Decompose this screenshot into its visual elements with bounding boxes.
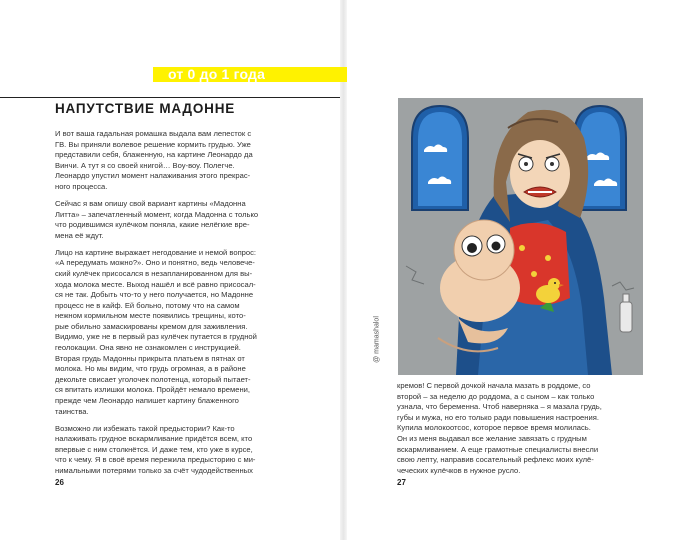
text-line: Лицо на картине выражает негодование и немой вопрос: xyxy=(55,247,257,257)
paragraph xyxy=(55,199,300,241)
left-window xyxy=(412,106,468,210)
paragraph xyxy=(55,424,300,477)
text-line: ся не так. Добыть что-то у него получается, но Мадонне xyxy=(55,290,254,300)
text-line: что родившимся кулёчком поняла, какие нелёгкие вре- xyxy=(55,220,250,230)
text-line: вскармливанием. А еще грамотные специалисты внесли xyxy=(397,444,599,454)
text-line: свою лепту, направив сосательный рефлекс моих кулё- xyxy=(397,455,594,465)
text-line: нимальными потерями только за счёт чудодейственных xyxy=(55,465,253,475)
madonna-face xyxy=(510,140,570,208)
text-line: Возможно ли избежать такой предыстории? Как-то xyxy=(55,423,235,433)
text-line: процесс не в кайф. Ей больно, потому что на самом xyxy=(55,300,240,310)
text-line: ГВ. Вы приняли волевое решение кормить грудью. Уже xyxy=(55,139,251,149)
heading-rule xyxy=(0,97,340,98)
text-line: налаживать грудное вскармливание придётся всем, кто xyxy=(55,434,253,444)
paragraph xyxy=(55,248,300,418)
text-line: второй – за неделю до роддома, а с сыном – как только xyxy=(397,391,595,401)
text-line: Вторая грудь Мадонны прикрыта платьем в пятнах от xyxy=(55,353,245,363)
section-banner-text: от 0 до 1 года xyxy=(168,66,266,82)
left-body-text xyxy=(55,129,300,483)
illustration-svg xyxy=(398,98,643,375)
text-line: Винчи. А тут я со своей книгой… Воу-воу. Полегче. xyxy=(55,160,235,170)
text-line: ся впитать излишки молока. Пройдёт немало времени, xyxy=(55,385,250,395)
text-line: Сейчас я вам опишу свой вариант картины «Мадонна xyxy=(55,198,246,208)
text-line: декольте свисает уголочек полотенца, который пытает- xyxy=(55,374,251,384)
text-line: мена её ждут. xyxy=(55,230,104,240)
text-line: Литта» – запечатленный момент, когда Мадонна с только xyxy=(55,209,259,219)
text-line: молока. Но мы видим, что грудь огромная, а в районе xyxy=(55,364,246,374)
text-line: «А передумать можно?». Оно и понятно, ведь человече- xyxy=(55,258,255,268)
text-line: хода молока месте. Выход нашёл и всё равно присосал- xyxy=(55,279,256,289)
text-line: И вот ваша гадальная ромашка выдала вам лепесток с xyxy=(55,129,252,138)
text-line: представили себя, блаженную, на картине Леонардо да xyxy=(55,150,253,160)
text-line: Он из меня выдавал все желание завязать с грудным xyxy=(397,433,587,443)
chapter-heading: НАПУТСТВИЕ МАДОННЕ xyxy=(55,101,236,116)
text-line: узнала, что беременна. Чтоб наверняка – я мазала грудь, xyxy=(397,402,602,412)
text-line: ного процесса. xyxy=(55,181,108,191)
text-line: ский кулёчек присосался в незапланированном для вы- xyxy=(55,268,253,278)
text-line: прежде чем Леонардо напишет картину блаженного xyxy=(55,396,239,406)
text-line: кремов! С первой дочкой начала мазать в роддоме, со xyxy=(397,381,591,390)
text-line: геолокации. Она явно не ознакомлен с инструкцией. xyxy=(55,343,241,353)
text-line: рые обильно замаскированы кремом для заживления. xyxy=(55,321,248,331)
text-line: нежном кормильном месте появились трещины, кото- xyxy=(55,311,246,321)
text-line: чеческих кулёчков в нужное русло. xyxy=(397,465,521,475)
page-number-right: 27 xyxy=(397,478,406,487)
text-line: что к чему. Я в своё время пережила предысторию с ми- xyxy=(55,455,256,465)
madonna-illustration xyxy=(398,98,643,375)
text-line: Леонардо упустил момент налаживания этого прекрас- xyxy=(55,171,251,181)
text-line: губы и мужа, но его только ради повышения настроения. xyxy=(397,412,599,422)
text-line: Видимо, уже не в первый раз кулёчек путается в грудной xyxy=(55,332,257,342)
right-body-text xyxy=(397,381,642,483)
text-line: Купила молокоотсос, которое первое время молилась. xyxy=(397,423,591,433)
paragraph xyxy=(397,381,642,476)
page-number-left: 26 xyxy=(55,478,64,487)
paragraph xyxy=(55,129,300,193)
credit-text: @ mamashalol xyxy=(373,316,381,363)
text-line: впервые с ним столкнётся. И даже тем, кто уже в курсе, xyxy=(55,444,253,454)
illustration-credit xyxy=(371,302,383,382)
text-line: таинства. xyxy=(55,406,89,416)
